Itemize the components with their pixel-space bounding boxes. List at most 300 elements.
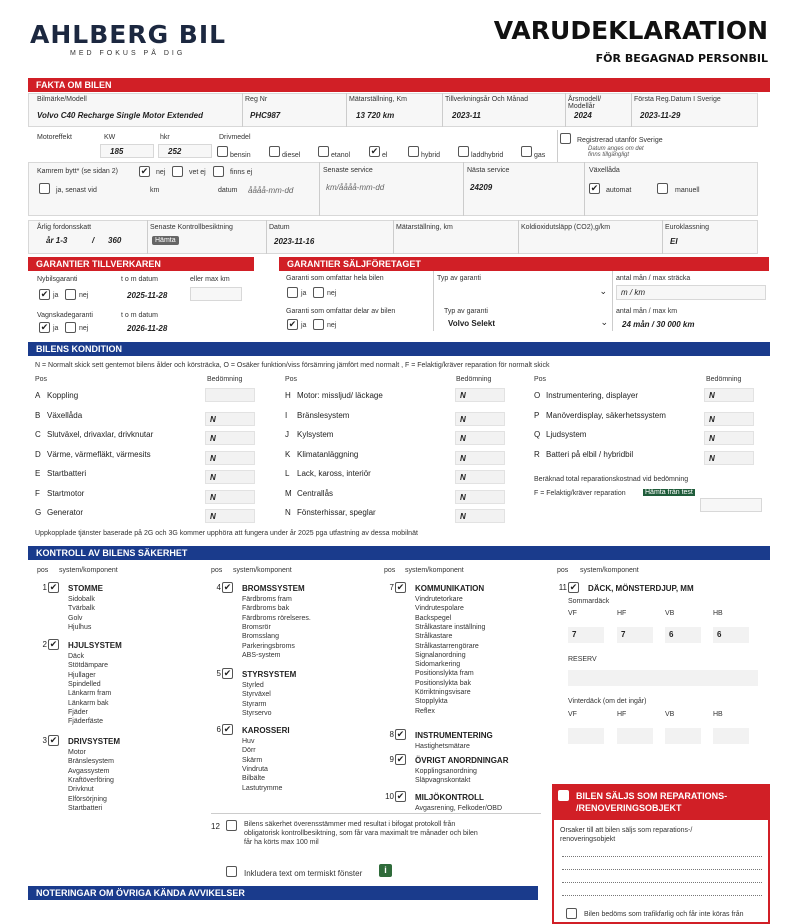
safety-group-title: MILJÖKONTROLL <box>415 793 484 802</box>
safety-component: Parkeringsbroms <box>242 642 295 650</box>
dealer-whole-ja-label: ja <box>301 290 307 297</box>
safety-group-title: INSTRUMENTERING <box>415 731 493 740</box>
safety-group-checkbox[interactable] <box>222 668 233 679</box>
safety-component: Signalanordning <box>415 651 466 659</box>
safety-component: Färdbroms bak <box>242 605 290 613</box>
winter-hb-field[interactable] <box>713 728 749 744</box>
safety-group-checkbox[interactable] <box>395 729 406 740</box>
condition-row <box>285 427 515 443</box>
new-car-ja-label: ja <box>53 292 59 299</box>
safety-component: Länkarm bak <box>68 699 109 707</box>
safety-pos-number: 11 <box>558 583 567 592</box>
condition-row <box>285 388 515 404</box>
condition-label: Instrumentering, displayer <box>546 391 639 400</box>
damage-tom-label: t o m datum <box>121 312 158 319</box>
new-car-nej-label: nej <box>79 292 89 299</box>
latest-service-field[interactable]: km/åååå-mm-dd <box>326 183 385 192</box>
condition-row <box>285 447 515 463</box>
timing-vetej-checkbox[interactable] <box>172 166 183 177</box>
condition-grade-field[interactable]: N <box>704 431 754 445</box>
condition-key: I <box>285 410 288 420</box>
condition-grade-field[interactable]: N <box>704 412 754 426</box>
safety-pos-number: 8 <box>389 730 394 739</box>
damage-nej-label: nej <box>79 325 89 332</box>
condition-grade-field[interactable]: N <box>205 451 255 465</box>
facts-row3 <box>28 162 758 216</box>
power-label: Motoreffekt <box>37 134 72 141</box>
cond-pos-label-3: Pos <box>534 376 547 383</box>
condition-row <box>35 408 265 424</box>
condition-key: E <box>35 469 41 478</box>
fuel-bensin-label: bensin <box>230 152 251 159</box>
dealer-partial-months-field[interactable]: 24 mån / 30 000 km <box>622 320 695 329</box>
safety-group-title: HJULSYSTEM <box>68 641 122 650</box>
traffic-danger-label: Bilen bedöms som trafikfarlig och får inte köras från <box>584 911 744 918</box>
dealer-whole-nej-checkbox[interactable] <box>313 287 324 298</box>
fuel-etanol-label: etanol <box>331 152 351 159</box>
condition-label: Växellåda <box>47 410 83 420</box>
dealer-partial-label: Garanti som omfattar delar av bilen <box>286 308 396 315</box>
safety-component: Vindrutetorkare <box>415 596 463 603</box>
manufacture-field[interactable]: 2023-11 <box>452 111 481 120</box>
condition-grade-field[interactable]: N <box>455 451 505 465</box>
summer-hf-field[interactable]: 7 <box>617 627 653 643</box>
safety-component: Sidobalk <box>68 596 95 603</box>
document-title: VARUDEKLARATION <box>493 16 768 45</box>
safety-component: Strålkastare <box>415 633 453 641</box>
timing-label: Kamrem bytt* (se sidan 2) <box>37 168 118 175</box>
safety-pos-number: 6 <box>216 725 221 734</box>
cert-checkbox[interactable] <box>226 820 237 831</box>
damage-ja-checkbox[interactable] <box>39 322 50 333</box>
cond-grade-label-2: Bedömning <box>456 376 492 383</box>
summer-hf-label: HF <box>617 610 627 617</box>
timing-yes-checkbox[interactable] <box>39 183 50 194</box>
safety-sys-label-1: system/komponent <box>59 567 118 574</box>
condition-row <box>285 486 515 502</box>
repair-object-reason-label: Orsaker till att bilen säljs som reparations-/ renoveringsobjekt <box>560 827 693 843</box>
inspection-fetch-button[interactable]: Hämta <box>152 236 179 245</box>
registered-abroad-note: Datum anges om det finns tillgängligt <box>588 146 644 158</box>
safety-component: Styrarm <box>242 700 267 708</box>
damage-ja-label: ja <box>53 325 59 332</box>
safety-component: Startbatteri <box>68 804 103 812</box>
condition-row <box>534 388 764 404</box>
condition-grade-field[interactable]: N <box>455 470 505 484</box>
condition-grade-field[interactable]: N <box>704 451 754 465</box>
winter-tire-label: Vinterdäck (om det ingår) <box>568 698 647 705</box>
damage-nej-checkbox[interactable] <box>65 322 76 333</box>
repair-cost-label: Beräknad total reparationskostnad vid bedömning <box>534 476 689 483</box>
safety-component: Reflex <box>415 707 435 715</box>
condition-row <box>35 447 265 463</box>
condition-grade-field[interactable]: N <box>205 470 255 484</box>
kw-value: 185 <box>110 147 124 156</box>
cond-pos-label-2: Pos <box>285 376 298 383</box>
odometer-field[interactable]: 13 720 km <box>356 111 395 120</box>
first-reg-label: Första Reg.Datum I Sverige <box>634 96 721 103</box>
winter-vb-field[interactable] <box>665 728 701 744</box>
fuel-laddhybrid-label: laddhybrid <box>471 152 504 159</box>
safety-component: Körriktningsvisare <box>415 689 471 696</box>
dealer-partial-nej-label: nej <box>327 322 337 329</box>
condition-row <box>35 505 265 521</box>
condition-key: A <box>35 391 41 400</box>
safety-component: Sidomarkering <box>415 661 461 669</box>
kw-label: KW <box>104 134 116 141</box>
winter-hf-label: HF <box>617 711 627 718</box>
winter-vf-label: VF <box>568 711 577 718</box>
next-service-field[interactable]: 24209 <box>470 183 493 192</box>
cert-pos-number: 12 <box>211 822 220 831</box>
timing-km-label: km <box>150 187 160 194</box>
safety-group-checkbox[interactable] <box>568 582 579 593</box>
reserve-label: RESERV <box>568 656 597 663</box>
condition-grade-field[interactable]: N <box>205 412 255 426</box>
reg-field[interactable]: PHC987 <box>250 111 281 120</box>
condition-key: L <box>285 469 290 478</box>
chevron-down-icon: ⌄ <box>599 286 607 296</box>
safety-group-title: BROMSSYSTEM <box>242 584 305 593</box>
tax-slash: / <box>92 236 95 245</box>
condition-key: Q <box>534 430 541 439</box>
condition-row <box>534 427 764 443</box>
condition-key: R <box>534 449 540 459</box>
safety-group-checkbox[interactable] <box>48 639 59 650</box>
condition-grade-field[interactable]: N <box>455 412 505 426</box>
safety-pos-label-4: pos <box>557 567 569 574</box>
safety-component: Drivknut <box>68 786 94 794</box>
odo2-label: Mätarställning, km <box>396 224 453 231</box>
latest-service-label: Senaste service <box>323 167 373 174</box>
document-subtitle: FÖR BEGAGNAD PERSONBIL <box>595 52 768 65</box>
condition-label: Batteri på elbil / hybridbil <box>546 449 634 459</box>
winter-vb-label: VB <box>665 711 675 718</box>
condition-label: Generator <box>47 508 84 517</box>
condition-label: Manöverdisplay, säkerhetssystem <box>546 410 666 420</box>
kw-field[interactable] <box>100 144 154 158</box>
safety-component: Hjulhus <box>68 623 92 631</box>
summer-vf-label: VF <box>568 610 577 617</box>
dealer-whole-type-label: Typ av garanti <box>437 275 481 282</box>
gearbox-label: Växellåda <box>589 167 620 174</box>
registered-abroad-label: Registrerad utanför Sverige <box>577 137 663 144</box>
condition-row <box>534 447 764 463</box>
dealer-whole-ja-checkbox[interactable] <box>287 287 298 298</box>
repair-object-checkbox[interactable] <box>558 790 569 801</box>
winter-vf-field[interactable] <box>568 728 604 744</box>
cond-grade-label-1: Bedömning <box>207 376 243 383</box>
gearbox-manual-checkbox[interactable] <box>657 183 668 194</box>
safety-pos-number: 4 <box>216 583 221 592</box>
cert-text: Bilens säkerhet överensstämmer med resultat i bifogat protokoll från obligatorisk kontrollbesiktning, som får vara maximalt tre månader och bilen får ha körts max 100 mil <box>244 821 478 846</box>
safety-component: Bromsslang <box>242 633 279 641</box>
safety-pos-number: 3 <box>42 736 47 745</box>
condition-row <box>534 408 764 424</box>
safety-pos-number: 5 <box>216 669 221 678</box>
dealer-whole-label: Garanti som omfattar hela bilen <box>286 275 384 282</box>
timing-datum-label: datum <box>218 187 238 194</box>
safety-component: Bränslesystem <box>68 758 114 766</box>
safety-component: Golv <box>68 614 83 622</box>
inspection-label: Senaste Kontrollbesiktning <box>150 224 233 231</box>
timing-vetej-label: vet ej <box>189 169 206 176</box>
first-reg-field[interactable]: 2023-11-29 <box>640 111 681 120</box>
reg-label: Reg Nr <box>245 96 268 103</box>
condition-label: Fönsterhissar, speglar <box>297 508 376 517</box>
safety-component: Positionslykta bak <box>415 679 472 687</box>
condition-label: Klimatanläggning <box>297 449 359 459</box>
safety-component: Elförsörjning <box>68 795 107 803</box>
traffic-danger-checkbox[interactable] <box>566 908 577 919</box>
dealer-partial-type-value: Volvo Selekt <box>448 319 495 328</box>
safety-group-checkbox[interactable] <box>222 582 233 593</box>
condition-row <box>35 427 265 443</box>
condition-key: J <box>285 430 289 439</box>
section-safety-header: KONTROLL AV BILENS SÄKERHET <box>28 546 770 560</box>
model-year-label: Årsmodell/ Modellår <box>568 96 602 110</box>
fuel-hybrid-checkbox[interactable] <box>408 146 419 157</box>
info-icon[interactable]: i <box>379 864 392 877</box>
fuel-label: Drivmedel <box>219 134 251 141</box>
condition-label: Ljudsystem <box>546 430 587 439</box>
condition-grade-field[interactable]: N <box>455 509 505 523</box>
safety-pos-label-2: pos <box>211 567 223 574</box>
safety-group-title: KOMMUNIKATION <box>415 584 485 593</box>
safety-group-checkbox[interactable] <box>395 791 406 802</box>
dealer-whole-nej-label: nej <box>327 290 337 297</box>
condition-key: O <box>534 391 541 400</box>
reserve-field[interactable] <box>568 670 758 686</box>
gearbox-auto-label: automat <box>606 187 632 194</box>
safety-pos-label-1: pos <box>37 567 49 574</box>
safety-component: Färdbroms fram <box>242 596 292 603</box>
damage-date-field[interactable]: 2026-11-28 <box>127 324 168 333</box>
safety-pos-number: 1 <box>42 583 47 592</box>
safety-pos-number: 10 <box>385 792 394 801</box>
safety-group-title: ÖVRIGT ANORDNINGAR <box>415 756 509 765</box>
section-facts-header: FAKTA OM BILEN <box>28 78 770 92</box>
summer-hb-field[interactable]: 6 <box>713 627 749 643</box>
summer-vf-field[interactable]: 7 <box>568 627 604 643</box>
date-field[interactable]: 2023-11-16 <box>274 237 315 246</box>
safety-component: Dörr <box>242 747 256 755</box>
euro-field[interactable]: EI <box>670 237 678 246</box>
new-car-km-field[interactable] <box>190 287 242 301</box>
safety-component: Huv <box>242 738 255 745</box>
damage-warranty-label: Vagnskadegaranti <box>37 312 93 319</box>
gearbox-manual-label: manuell <box>675 187 700 194</box>
safety-component: Länkarm fram <box>68 690 112 698</box>
safety-pos-number: 2 <box>42 640 47 649</box>
timing-date-field[interactable]: åååå-mm-dd <box>248 186 294 195</box>
safety-component: Fjäderfäste <box>68 718 104 726</box>
dealer-partial-type-select[interactable] <box>444 317 610 331</box>
condition-grade-field[interactable]: N <box>455 388 505 402</box>
condition-key: K <box>285 449 291 459</box>
thermal-checkbox[interactable] <box>226 866 237 877</box>
condition-label: Koppling <box>47 391 79 400</box>
manufacture-label: Tillverkningsår Och Månad <box>445 96 528 103</box>
next-service-label: Nästa service <box>467 167 510 174</box>
network-note: Uppkopplade tjänster baserade på 2G och 3G kommer upphöra att fungera under år 2025 pga utfastning av dessa mobilnät <box>35 530 418 537</box>
timing-nej-checkbox[interactable] <box>139 166 150 177</box>
section-condition-header: BILENS KONDITION <box>28 342 770 356</box>
section-dealer-header: GARANTIER SÄLJFÖRETAGET <box>279 257 769 271</box>
safety-sys-label-4: system/komponent <box>580 567 639 574</box>
co2-label: Koldioxidutsläpp (CO2),g/km <box>521 224 611 231</box>
euro-label: Euroklassning <box>665 224 709 231</box>
brand-field[interactable]: Volvo C40 Recharge Single Motor Extended <box>37 111 203 120</box>
fuel-gas-checkbox[interactable] <box>521 146 532 157</box>
condition-label: Startmotor <box>47 488 85 498</box>
new-car-nej-checkbox[interactable] <box>65 289 76 300</box>
safety-component: Kraftöverföring <box>68 776 114 784</box>
condition-row <box>35 486 265 502</box>
safety-component: Hastighetsmätare <box>415 743 470 750</box>
hk-value: 252 <box>168 147 182 156</box>
condition-row <box>35 466 265 482</box>
safety-component: ABS-system <box>242 651 281 659</box>
repair-f-label: F = Felaktig/kräver reparation <box>534 490 626 497</box>
safety-component: Strålkastarrengörare <box>415 642 479 650</box>
winter-hf-field[interactable] <box>617 728 653 744</box>
safety-group-title: STYRSYSTEM <box>242 670 297 679</box>
safety-group-title: STOMME <box>68 584 103 593</box>
repair-cost-field[interactable] <box>700 498 762 512</box>
safety-component: Hjullager <box>68 671 96 679</box>
condition-key: G <box>35 508 42 517</box>
safety-group-checkbox[interactable] <box>395 582 406 593</box>
cond-pos-label-1: Pos <box>35 376 48 383</box>
safety-component: Avgasrening, Felkoder/OBD <box>415 805 503 812</box>
dealer-partial-months-label: antal mån / max km <box>616 308 678 315</box>
safety-group-checkbox[interactable] <box>395 754 406 765</box>
new-car-ja-checkbox[interactable] <box>39 289 50 300</box>
condition-label: Kylsystem <box>297 430 334 439</box>
safety-component: Skärm <box>242 756 263 764</box>
brand-label: Bilmärke/Modell <box>37 96 87 103</box>
condition-label: Värme, värmefläkt, värmesits <box>47 449 151 459</box>
condition-label: Motor: missljud/ läckage <box>297 391 383 400</box>
safety-component: Bromsrör <box>242 623 271 631</box>
safety-component: Stötdämpare <box>68 662 109 670</box>
safety-pos-number: 7 <box>389 583 394 592</box>
condition-grade-field[interactable]: N <box>205 509 255 523</box>
safety-component: Motor <box>68 749 86 756</box>
fuel-laddhybrid-checkbox[interactable] <box>458 146 469 157</box>
safety-component: Släpvagnskontakt <box>415 777 471 785</box>
safety-group-title: DRIVSYSTEM <box>68 737 121 746</box>
company-logo: AHLBERG BIL <box>30 20 227 49</box>
condition-label: Bränslesystem <box>297 410 350 420</box>
fuel-el-label: el <box>382 152 388 159</box>
tax-year-value: år 1-3 <box>46 236 68 245</box>
safety-component: Vindruta <box>242 765 268 773</box>
safety-component: Lastutrymme <box>242 784 283 792</box>
model-year-field[interactable]: 2024 <box>574 111 592 120</box>
condition-grade-field[interactable] <box>205 388 255 402</box>
hk-label: hkr <box>160 134 170 141</box>
tax-label: Årlig fordonsskatt <box>37 224 92 231</box>
condition-grade-field[interactable]: N <box>205 431 255 445</box>
dealer-partial-ja-checkbox[interactable] <box>287 319 298 330</box>
condition-key: P <box>534 410 540 420</box>
fuel-gas-label: gas <box>534 152 546 159</box>
safety-sys-label-3: system/komponent <box>405 567 464 574</box>
condition-key: C <box>35 430 41 439</box>
safety-component: Kopplingsanordning <box>415 768 477 775</box>
fuel-diesel-checkbox[interactable] <box>269 146 280 157</box>
safety-component: Positionslykta fram <box>415 670 474 678</box>
safety-component: Däck <box>68 653 84 660</box>
safety-component: Fjäder <box>68 708 88 716</box>
safety-component: Styrled <box>242 682 264 689</box>
condition-row <box>35 388 265 404</box>
dealer-partial-ja-label: ja <box>301 322 307 329</box>
section-warranty-header: GARANTIER TILLVERKAREN <box>28 257 254 271</box>
company-tagline: MED FOKUS PÅ DIG <box>70 50 186 57</box>
summer-vb-field[interactable]: 6 <box>665 627 701 643</box>
dealer-partial-nej-checkbox[interactable] <box>313 319 324 330</box>
safety-group-checkbox[interactable] <box>48 735 59 746</box>
condition-label: Lack, kaross, interiör <box>297 469 371 478</box>
condition-key: M <box>285 488 292 498</box>
safety-component: Tvärbalk <box>68 605 95 613</box>
new-car-date-field[interactable]: 2025-11-28 <box>127 291 168 300</box>
new-car-km-label: eller max km <box>190 276 230 283</box>
summer-vb-label: VB <box>665 610 675 617</box>
timing-finnsej-label: finns ej <box>230 169 253 176</box>
timing-nej-label: nej <box>156 169 166 176</box>
summer-hb-label: HB <box>713 610 723 617</box>
safety-component: Styrservo <box>242 709 272 717</box>
timing-yes-label: ja, senast vid <box>56 187 97 194</box>
tax-field[interactable]: 360 <box>108 236 122 245</box>
timing-finnsej-checkbox[interactable] <box>213 166 224 177</box>
fuel-el-checkbox[interactable] <box>369 146 380 157</box>
safety-component: Strålkastare inställning <box>415 623 486 631</box>
condition-grade-field[interactable]: N <box>205 490 255 504</box>
condition-grade-field[interactable]: N <box>704 388 754 402</box>
safety-group-title: DÄCK, MÖNSTERDJUP, MM <box>588 584 694 593</box>
safety-group-checkbox[interactable] <box>222 724 233 735</box>
safety-pos-number: 9 <box>389 755 394 764</box>
registered-abroad-checkbox[interactable] <box>560 133 571 144</box>
condition-label: Centrallås <box>297 488 334 498</box>
fuel-etanol-checkbox[interactable] <box>318 146 329 157</box>
hk-field[interactable] <box>158 144 212 158</box>
condition-key: F <box>35 488 40 498</box>
condition-grade-field[interactable]: N <box>455 431 505 445</box>
safety-component: Färdbroms rörelseres. <box>242 614 311 622</box>
new-car-warranty-label: Nybilsgaranti <box>37 276 78 283</box>
dealer-whole-months-placeholder: m / km <box>621 288 645 297</box>
condition-label: Slutväxel, drivaxlar, drivknutar <box>47 430 154 439</box>
safety-sys-label-2: system/komponent <box>233 567 292 574</box>
dealer-whole-type-select[interactable] <box>437 286 609 300</box>
safety-group-checkbox[interactable] <box>48 582 59 593</box>
condition-row <box>285 466 515 482</box>
winter-hb-label: HB <box>713 711 723 718</box>
repair-fetch-button[interactable]: Hämta från test <box>645 489 693 496</box>
gearbox-auto-checkbox[interactable] <box>589 183 600 194</box>
condition-row <box>285 505 515 521</box>
fuel-bensin-checkbox[interactable] <box>217 146 228 157</box>
condition-key: B <box>35 410 41 420</box>
condition-row <box>285 408 515 424</box>
condition-grade-field[interactable]: N <box>455 490 505 504</box>
